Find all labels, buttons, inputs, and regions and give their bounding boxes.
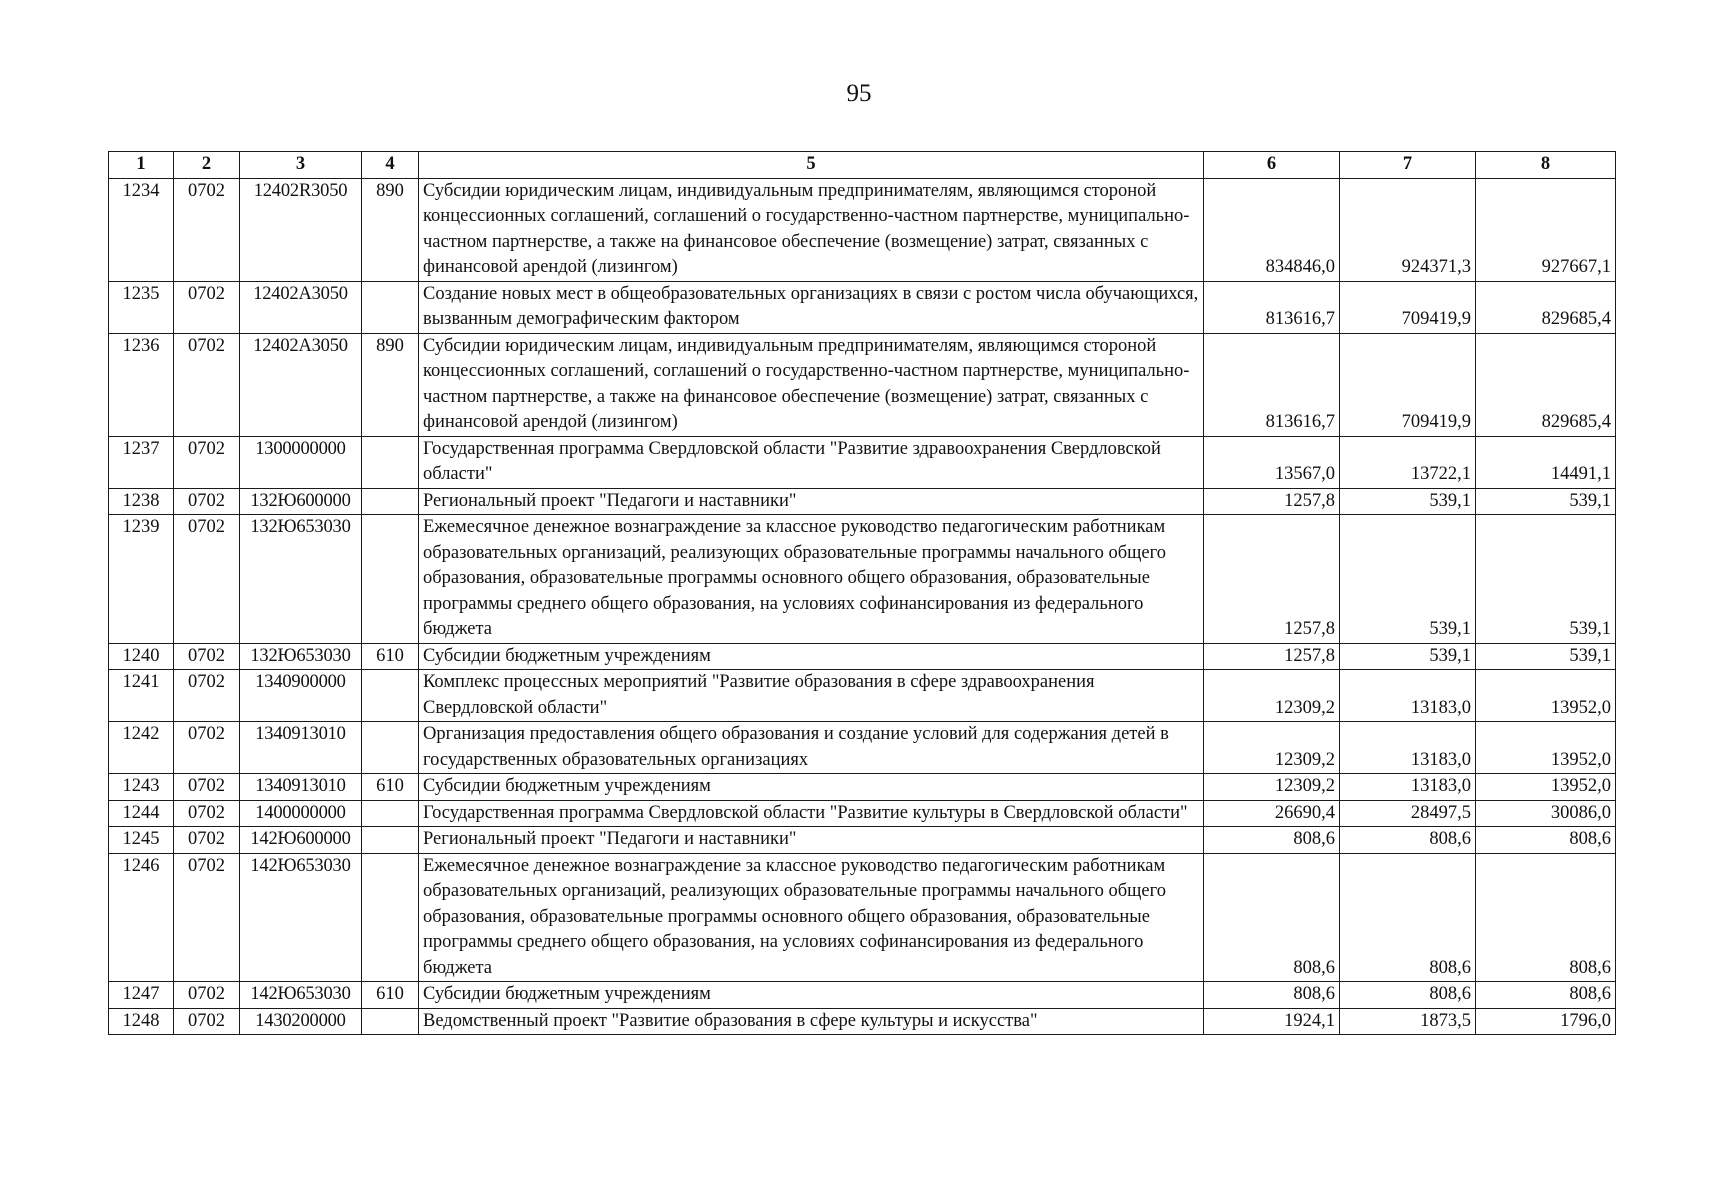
amount-col-7: 13722,1 (1340, 436, 1476, 488)
amount-col-8: 539,1 (1476, 488, 1616, 515)
row-number: 1235 (109, 281, 174, 333)
table-row (109, 515, 1616, 644)
amount-col-6: 1257,8 (1204, 488, 1340, 515)
table-row (109, 436, 1616, 488)
row-number: 1240 (109, 643, 174, 670)
expense-type-code (362, 281, 419, 333)
target-article-code: 132Ю653030 (240, 515, 362, 644)
section-code: 0702 (174, 488, 240, 515)
amount-col-7: 808,6 (1340, 982, 1476, 1009)
amount-col-8: 13952,0 (1476, 722, 1616, 774)
section-code: 0702 (174, 515, 240, 644)
item-name: Ежемесячное денежное вознаграждение за классное руководство педагогическим работникам образовательных организаций, реализующих образовательные программы начального общего образования, образовательные программы основного общего образования, образовательные программы среднего общего образования, на условиях софинансирования из федерального бюджета (419, 515, 1204, 644)
amount-col-8: 13952,0 (1476, 670, 1616, 722)
amount-col-6: 808,6 (1204, 982, 1340, 1009)
amount-col-8: 829685,4 (1476, 333, 1616, 436)
row-number: 1247 (109, 982, 174, 1009)
amount-col-8: 1796,0 (1476, 1008, 1616, 1035)
amount-col-7: 539,1 (1340, 488, 1476, 515)
row-number: 1237 (109, 436, 174, 488)
item-name: Организация предоставления общего образования и создание условий для содержания детей в государственных образовательных организациях (419, 722, 1204, 774)
amount-col-6: 813616,7 (1204, 333, 1340, 436)
target-article-code: 142Ю653030 (240, 982, 362, 1009)
table-row (109, 722, 1616, 774)
row-number: 1239 (109, 515, 174, 644)
section-code: 0702 (174, 281, 240, 333)
amount-col-6: 1257,8 (1204, 643, 1340, 670)
item-name: Субсидии юридическим лицам, индивидуальным предпринимателям, являющимся стороной концессионных соглашений, соглашений о государственно-частном партнерстве, муниципально-частном партнерстве, а также на финансовое обеспечение (возмещение) затрат, связанных с финансовой арендой (лизингом) (419, 333, 1204, 436)
target-article-code: 132Ю653030 (240, 643, 362, 670)
row-number: 1236 (109, 333, 174, 436)
section-code: 0702 (174, 853, 240, 982)
amount-col-8: 539,1 (1476, 515, 1616, 644)
expense-type-code (362, 827, 419, 854)
target-article-code: 1300000000 (240, 436, 362, 488)
row-number: 1246 (109, 853, 174, 982)
item-name: Субсидии бюджетным учреждениям (419, 643, 1204, 670)
header-col-8: 8 (1476, 152, 1616, 179)
item-name: Субсидии юридическим лицам, индивидуальным предпринимателям, являющимся стороной концессионных соглашений, соглашений о государственно-частном партнерстве, муниципально-частном партнерстве, а также на финансовое обеспечение (возмещение) затрат, связанных с финансовой арендой (лизингом) (419, 178, 1204, 281)
amount-col-7: 1873,5 (1340, 1008, 1476, 1035)
amount-col-7: 709419,9 (1340, 281, 1476, 333)
target-article-code: 1340913010 (240, 722, 362, 774)
header-col-2: 2 (174, 152, 240, 179)
table-row (109, 827, 1616, 854)
section-code: 0702 (174, 800, 240, 827)
amount-col-7: 709419,9 (1340, 333, 1476, 436)
amount-col-6: 808,6 (1204, 853, 1340, 982)
expense-type-code: 610 (362, 982, 419, 1009)
row-number: 1241 (109, 670, 174, 722)
table-row (109, 178, 1616, 281)
row-number: 1238 (109, 488, 174, 515)
table-row (109, 488, 1616, 515)
header-col-1: 1 (109, 152, 174, 179)
expense-type-code (362, 436, 419, 488)
section-code: 0702 (174, 722, 240, 774)
amount-col-6: 834846,0 (1204, 178, 1340, 281)
header-col-5: 5 (419, 152, 1204, 179)
section-code: 0702 (174, 774, 240, 801)
amount-col-8: 30086,0 (1476, 800, 1616, 827)
amount-col-8: 829685,4 (1476, 281, 1616, 333)
amount-col-7: 13183,0 (1340, 722, 1476, 774)
amount-col-7: 13183,0 (1340, 774, 1476, 801)
row-number: 1244 (109, 800, 174, 827)
target-article-code: 1400000000 (240, 800, 362, 827)
target-article-code: 1340900000 (240, 670, 362, 722)
table-row (109, 643, 1616, 670)
item-name: Создание новых мест в общеобразовательных организациях в связи с ростом числа обучающихся, вызванным демографическим фактором (419, 281, 1204, 333)
budget-table (108, 151, 1616, 1035)
target-article-code: 132Ю600000 (240, 488, 362, 515)
table-row (109, 982, 1616, 1009)
table-row (109, 774, 1616, 801)
item-name: Субсидии бюджетным учреждениям (419, 982, 1204, 1009)
table-row (109, 1008, 1616, 1035)
table-row (109, 281, 1616, 333)
row-number: 1245 (109, 827, 174, 854)
header-col-6: 6 (1204, 152, 1340, 179)
amount-col-7: 28497,5 (1340, 800, 1476, 827)
item-name: Государственная программа Свердловской области "Развитие здравоохранения Свердловской области" (419, 436, 1204, 488)
amount-col-6: 1257,8 (1204, 515, 1340, 644)
target-article-code: 12402R3050 (240, 178, 362, 281)
amount-col-8: 808,6 (1476, 827, 1616, 854)
row-number: 1242 (109, 722, 174, 774)
target-article-code: 12402A3050 (240, 333, 362, 436)
amount-col-6: 13567,0 (1204, 436, 1340, 488)
item-name: Государственная программа Свердловской области "Развитие культуры в Свердловской области" (419, 800, 1204, 827)
section-code: 0702 (174, 643, 240, 670)
section-code: 0702 (174, 827, 240, 854)
section-code: 0702 (174, 982, 240, 1009)
row-number: 1234 (109, 178, 174, 281)
table-header (109, 152, 1616, 179)
amount-col-8: 927667,1 (1476, 178, 1616, 281)
expense-type-code (362, 853, 419, 982)
item-name: Региональный проект "Педагоги и наставники" (419, 827, 1204, 854)
amount-col-7: 808,6 (1340, 853, 1476, 982)
table-body (109, 178, 1616, 1035)
section-code: 0702 (174, 178, 240, 281)
amount-col-7: 539,1 (1340, 643, 1476, 670)
amount-col-6: 26690,4 (1204, 800, 1340, 827)
table-row (109, 333, 1616, 436)
target-article-code: 142Ю653030 (240, 853, 362, 982)
amount-col-7: 808,6 (1340, 827, 1476, 854)
target-article-code: 12402A3050 (240, 281, 362, 333)
header-col-4: 4 (362, 152, 419, 179)
section-code: 0702 (174, 333, 240, 436)
section-code: 0702 (174, 670, 240, 722)
amount-col-8: 808,6 (1476, 853, 1616, 982)
expense-type-code (362, 1008, 419, 1035)
expense-type-code: 890 (362, 178, 419, 281)
amount-col-6: 12309,2 (1204, 722, 1340, 774)
expense-type-code: 610 (362, 774, 419, 801)
target-article-code: 1430200000 (240, 1008, 362, 1035)
amount-col-6: 12309,2 (1204, 774, 1340, 801)
row-number: 1248 (109, 1008, 174, 1035)
amount-col-8: 808,6 (1476, 982, 1616, 1009)
amount-col-8: 13952,0 (1476, 774, 1616, 801)
item-name: Ежемесячное денежное вознаграждение за классное руководство педагогическим работникам образовательных организаций, реализующих образовательные программы начального общего образования, образовательные программы основного общего образования, образовательные программы среднего общего образования, на условиях софинансирования из федерального бюджета (419, 853, 1204, 982)
section-code: 0702 (174, 1008, 240, 1035)
table-row (109, 853, 1616, 982)
item-name: Субсидии бюджетным учреждениям (419, 774, 1204, 801)
target-article-code: 142Ю600000 (240, 827, 362, 854)
amount-col-8: 14491,1 (1476, 436, 1616, 488)
header-col-3: 3 (240, 152, 362, 179)
target-article-code: 1340913010 (240, 774, 362, 801)
expense-type-code: 610 (362, 643, 419, 670)
page-number: 95 (846, 80, 872, 107)
header-row (109, 152, 1616, 179)
amount-col-7: 539,1 (1340, 515, 1476, 644)
item-name: Комплекс процессных мероприятий "Развитие образования в сфере здравоохранения Свердловской области" (419, 670, 1204, 722)
amount-col-8: 539,1 (1476, 643, 1616, 670)
table-row (109, 670, 1616, 722)
item-name: Региональный проект "Педагоги и наставники" (419, 488, 1204, 515)
header-col-7: 7 (1340, 152, 1476, 179)
expense-type-code (362, 722, 419, 774)
expense-type-code (362, 800, 419, 827)
expense-type-code (362, 670, 419, 722)
expense-type-code (362, 515, 419, 644)
amount-col-6: 813616,7 (1204, 281, 1340, 333)
amount-col-7: 924371,3 (1340, 178, 1476, 281)
amount-col-7: 13183,0 (1340, 670, 1476, 722)
section-code: 0702 (174, 436, 240, 488)
amount-col-6: 808,6 (1204, 827, 1340, 854)
expense-type-code: 890 (362, 333, 419, 436)
amount-col-6: 1924,1 (1204, 1008, 1340, 1035)
row-number: 1243 (109, 774, 174, 801)
table-row (109, 800, 1616, 827)
expense-type-code (362, 488, 419, 515)
item-name: Ведомственный проект "Развитие образования в сфере культуры и искусства" (419, 1008, 1204, 1035)
amount-col-6: 12309,2 (1204, 670, 1340, 722)
